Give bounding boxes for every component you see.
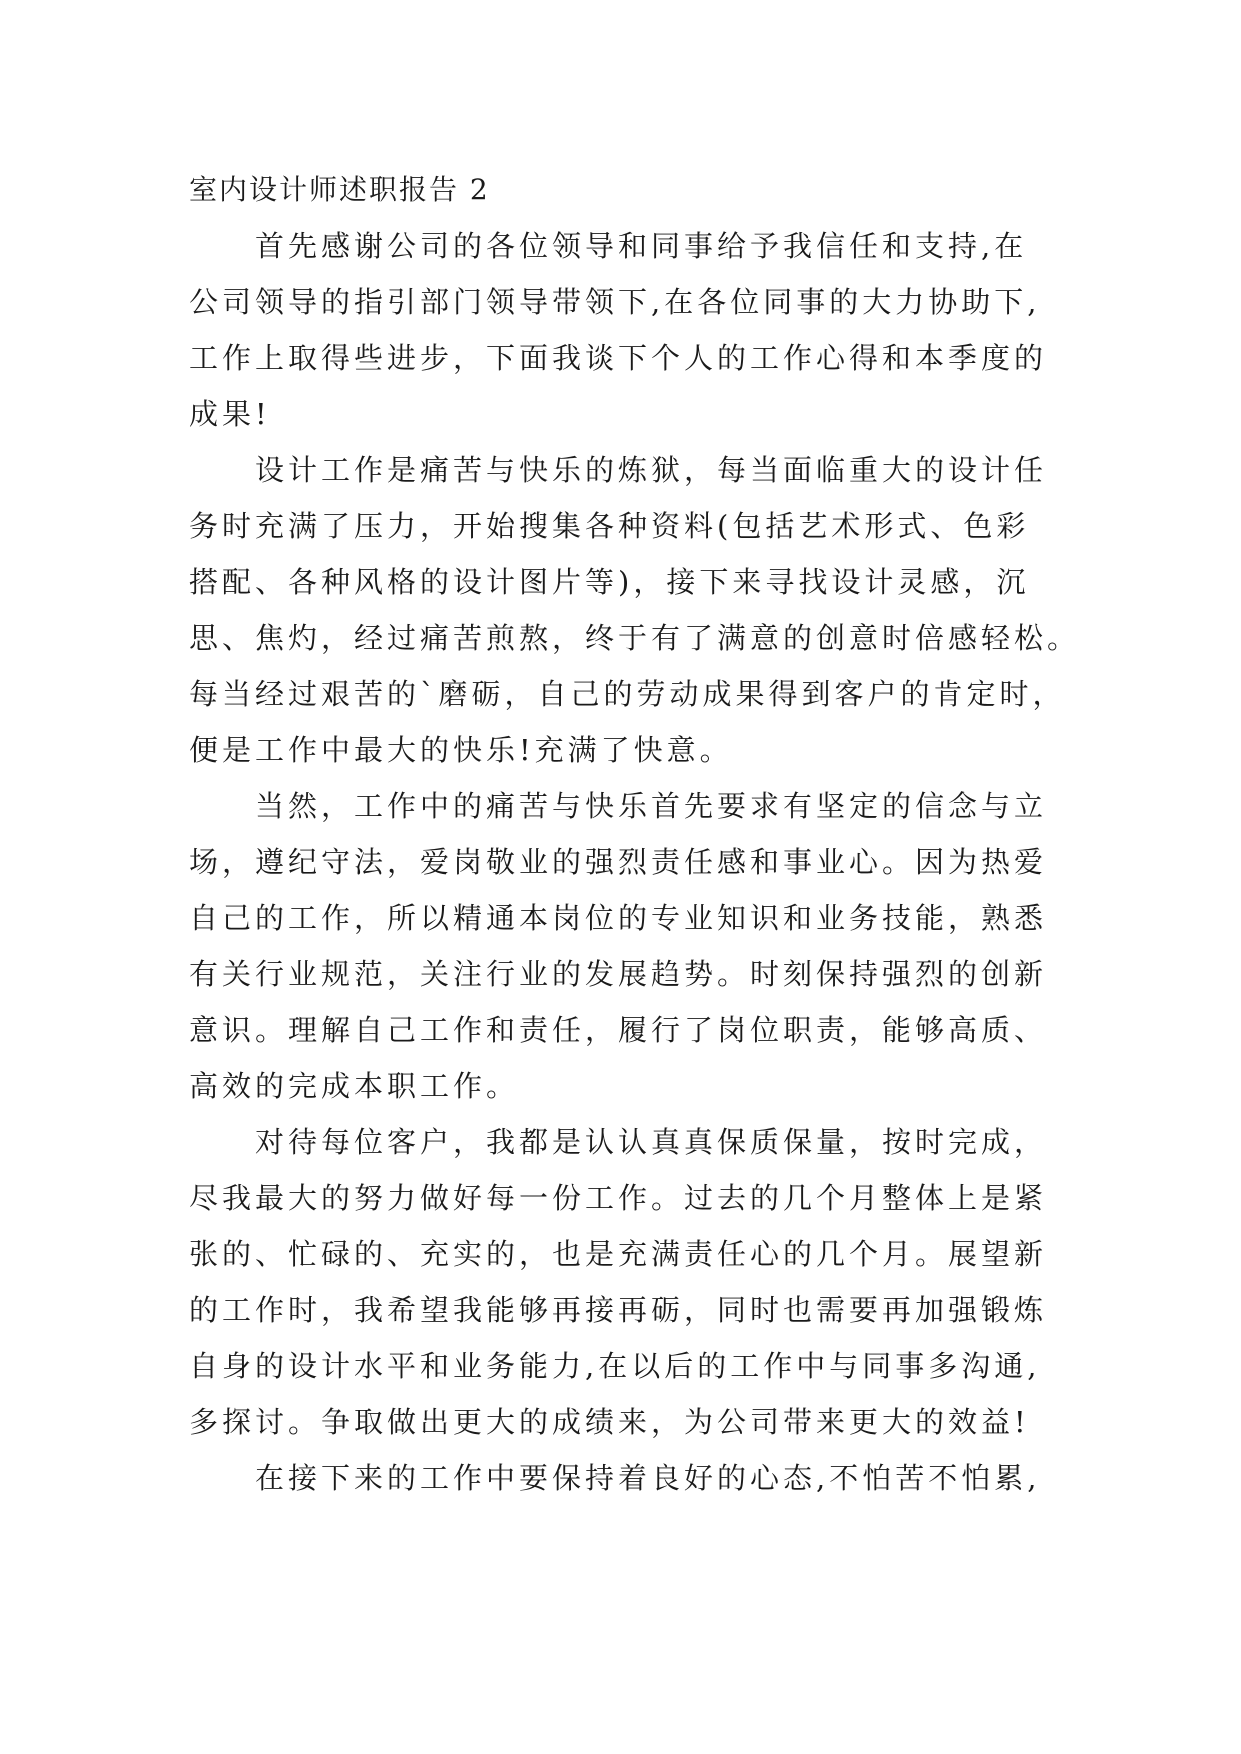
paragraph-line: 的工作时，我希望我能够再接再砺，同时也需要再加强锻炼 <box>189 1293 1048 1327</box>
paragraph-line: 当然，工作中的痛苦与快乐首先要求有坚定的信念与立 <box>255 789 1048 823</box>
paragraph-line: 场，遵纪守法，爱岗敬业的强烈责任感和事业心。因为热爱 <box>189 845 1048 879</box>
paragraph-line: 务时充满了压力，开始搜集各种资料(包括艺术形式、色彩 <box>189 509 1030 543</box>
paragraph-line: 便是工作中最大的快乐!充满了快意。 <box>189 733 733 767</box>
paragraph-line: 思、焦灼，经过痛苦煎熬，终于有了满意的创意时倍感轻松。 <box>189 621 1081 655</box>
paragraph-line: 尽我最大的努力做好每一份工作。过去的几个月整体上是紧 <box>189 1181 1048 1215</box>
paragraph-line: 每当经过艰苦的`磨砺，自己的劳动成果得到客户的肯定时， <box>189 677 1066 711</box>
paragraph-line: 张的、忙碌的、充实的，也是充满责任心的几个月。展望新 <box>189 1237 1048 1271</box>
paragraph-line: 自己的工作，所以精通本岗位的专业知识和业务技能，熟悉 <box>189 901 1048 935</box>
paragraph-line: 高效的完成本职工作。 <box>189 1069 520 1103</box>
paragraph-line: 工作上取得些进步，下面我谈下个人的工作心得和本季度的 <box>189 341 1048 375</box>
document-body <box>189 162 1081 1506</box>
paragraph-line: 搭配、各种风格的设计图片等)，接下来寻找设计灵感，沉 <box>189 565 1030 599</box>
paragraph-line: 意识。理解自己工作和责任，履行了岗位职责，能够高质、 <box>189 1013 1048 1047</box>
document-title: 室内设计师述职报告 2 <box>189 173 490 206</box>
paragraph-line: 在接下来的工作中要保持着良好的心态,不怕苦不怕累, <box>255 1461 1041 1495</box>
paragraph-line: 成果! <box>189 397 271 431</box>
paragraph-line: 多探讨。争取做出更大的成绩来，为公司带来更大的效益! <box>189 1405 1030 1439</box>
paragraph-line: 有关行业规范，关注行业的发展趋势。时刻保持强烈的创新 <box>189 957 1048 991</box>
paragraph-line: 公司领导的指引部门领导带领下,在各位同事的大力协助下, <box>189 285 1041 319</box>
paragraph-line: 对待每位客户，我都是认认真真保质保量，按时完成， <box>255 1125 1048 1159</box>
paragraph-line: 首先感谢公司的各位领导和同事给予我信任和支持,在 <box>255 229 1028 263</box>
paragraph-5 <box>189 1450 1069 1506</box>
paragraph-line: 自身的设计水平和业务能力,在以后的工作中与同事多沟通, <box>189 1349 1041 1383</box>
paragraph-line: 设计工作是痛苦与快乐的炼狱，每当面临重大的设计任 <box>255 453 1048 487</box>
paragraph-4 <box>189 1114 1069 1450</box>
paragraph-3 <box>189 778 1069 1114</box>
paragraph-1 <box>189 218 1069 442</box>
paragraph-2 <box>189 442 1081 778</box>
